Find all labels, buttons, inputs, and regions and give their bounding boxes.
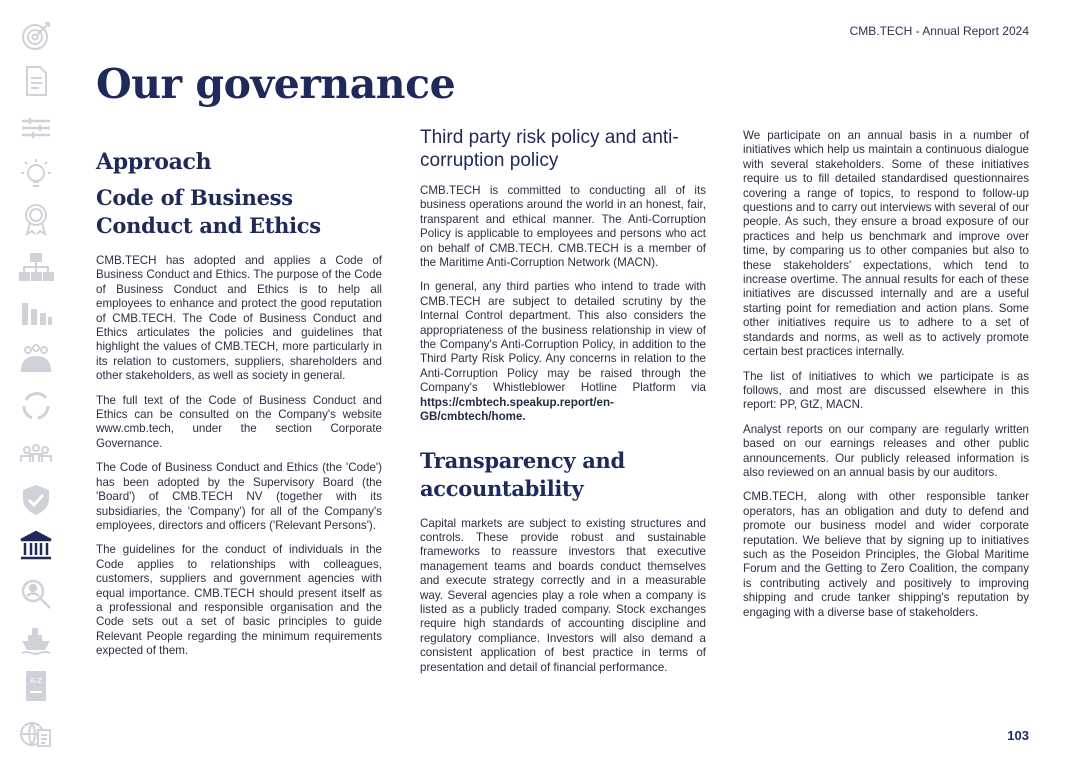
lightbulb-icon[interactable]	[18, 156, 54, 192]
page-title: Our governance	[96, 60, 456, 108]
paragraph: The guidelines for the conduct of individuals in the Code applies to relationships with colleagues, customers, suppliers and government agencies with equal importance. CMB.TECH should present itself as a professional and responsible organisation and the Code sets out a set of basic principles to guide Relevant People regarding the minimum requirements expected of them.	[96, 543, 382, 658]
column-middle	[420, 126, 706, 685]
heading-approach: Approach	[96, 149, 212, 175]
people-icon[interactable]	[18, 341, 54, 377]
paragraph: We participate on an annual basis in a number of initiatives which help us maintain a continuous dialogue with several stakeholders. Some of these initiatives require us to fill detailed standardised questionnaires covering a range of topics, to respond to follow-up questions and to carry out interviews with several of our people. As such, they ensure a broad exposure of our practices and help us benchmark and improve over time, by comparing us to other companies but also to these stakeholders' expectations, which tend to increase overtime. The annual results for each of these initiatives are discussed internally and are a useful starting point for remediation and action plans. Some other initiatives require us to adhere to a set of standards and norms, as well as to actively promote certain best practices internally.	[743, 129, 1029, 359]
paragraph-text: In general, any third parties who intend to trade with CMB.TECH are subject to detailed scrutiny by the Internal Control department. This also considers the appropriateness of the business relationship in view of the Company's Anti-Corruption Policy, in addition to the Third Party Risk Policy. Any concerns in relation to the Anti-Corruption Policy may be raised through the Company's Whistleblower Hotline Platform via	[420, 280, 706, 395]
column-right	[743, 129, 1029, 630]
paragraph: CMB.TECH is committed to conducting all of its business operations around the world in an honest, fair, transparent and ethical manner. The Anti-Corruption Policy is applicable to employees and persons who act on behalf of CMB.TECH. CMB.TECH is a member of the Maritime Anti-Corruption Network (MACN).	[420, 184, 706, 270]
paragraph: Analyst reports on our company are regularly written based on our earnings releases and other public announcements. Our publicly released information is also reviewed on an annual basis by our auditors.	[743, 422, 1029, 479]
svg-text:A-Z: A-Z	[30, 677, 42, 685]
report-header-title: CMB.TECH - Annual Report 2024	[849, 24, 1029, 38]
bar-chart-icon[interactable]	[18, 295, 54, 331]
ship-icon[interactable]	[18, 622, 54, 658]
column-left	[96, 148, 382, 669]
heading-code-of-conduct: Code of Business Conduct and Ethics	[96, 185, 321, 238]
page-number: 103	[1007, 728, 1029, 743]
award-icon[interactable]	[18, 201, 54, 237]
paragraph: The Code of Business Conduct and Ethics (the 'Code') has been adopted by the Supervisory Board (the 'Board') of CMB.TECH NV (together with its subsidiaries, the 'Company') for all of the Company's employees, directors and officers ('Relevant Persons').	[96, 461, 382, 532]
org-chart-icon[interactable]	[18, 249, 54, 285]
sliders-icon[interactable]	[18, 110, 54, 146]
paragraph: CMB.TECH has adopted and applies a Code of Business Conduct and Ethics. The purpose of the Code of Business Conduct and Ethics is to help all employees to enhance and protect the good reputation of CMB.TECH. The Code of Business Conduct and Ethics articulates the policies and guidelines that highlight the values of CMB.TECH, more particularly in its relation to customers, suppliers, shareholders and other stakeholders, as well as society in general.	[96, 254, 382, 383]
shield-check-icon[interactable]	[18, 482, 54, 518]
paragraph: The list of initiatives to which we participate is as follows, and most are discussed elsewhere in this report: PP, GtZ, MACN.	[743, 369, 1029, 412]
institution-icon[interactable]	[18, 528, 54, 564]
paragraph: The full text of the Code of Business Conduct and Ethics can be consulted on the Company's website www.cmb.tech, under the section Corporate Governance.	[96, 393, 382, 450]
recycle-icon[interactable]	[18, 388, 54, 424]
sidebar-nav	[0, 0, 72, 770]
document-icon[interactable]	[18, 63, 54, 99]
heading-transparency: Transparency and accountability	[420, 447, 625, 501]
search-people-icon[interactable]	[18, 576, 54, 612]
globe-doc-icon[interactable]	[18, 716, 54, 752]
target-icon[interactable]	[18, 18, 54, 54]
dictionary-icon[interactable]	[18, 668, 54, 704]
paragraph: CMB.TECH, along with other responsible tanker operators, has an obligation and duty to defend and promote our business model and wider corporate reputation. We believe that by signing up to initiatives such as the Poseidon Principles, the Global Maritime Forum and the Getting to Zero Coalition, the company is contributing actively and positively to improving shipping and crude tanker shipping's reputation by engaging with a diverse base of stakeholders.	[743, 490, 1029, 619]
whistleblower-link[interactable]: https://cmbtech.speakup.report/en-GB/cmbtech/home.	[420, 395, 614, 424]
heading-third-party-risk: Third party risk policy and anti-corruption policy	[420, 127, 679, 171]
paragraph	[420, 280, 706, 424]
team-icon[interactable]	[18, 434, 54, 470]
paragraph: Capital markets are subject to existing structures and controls. These provide robust and sustainable frameworks to reassure investors that executive management teams and boards conduct themselves and execute strategy correctly and in a measurable way. Several agencies play a role when a company is listed as a publicly traded company. Stock exchanges require high standards of accounting discipline and regulatory compliance. Investors will also demand a consistent application of best practice in terms of presentation and detail of financial performance.	[420, 516, 706, 674]
